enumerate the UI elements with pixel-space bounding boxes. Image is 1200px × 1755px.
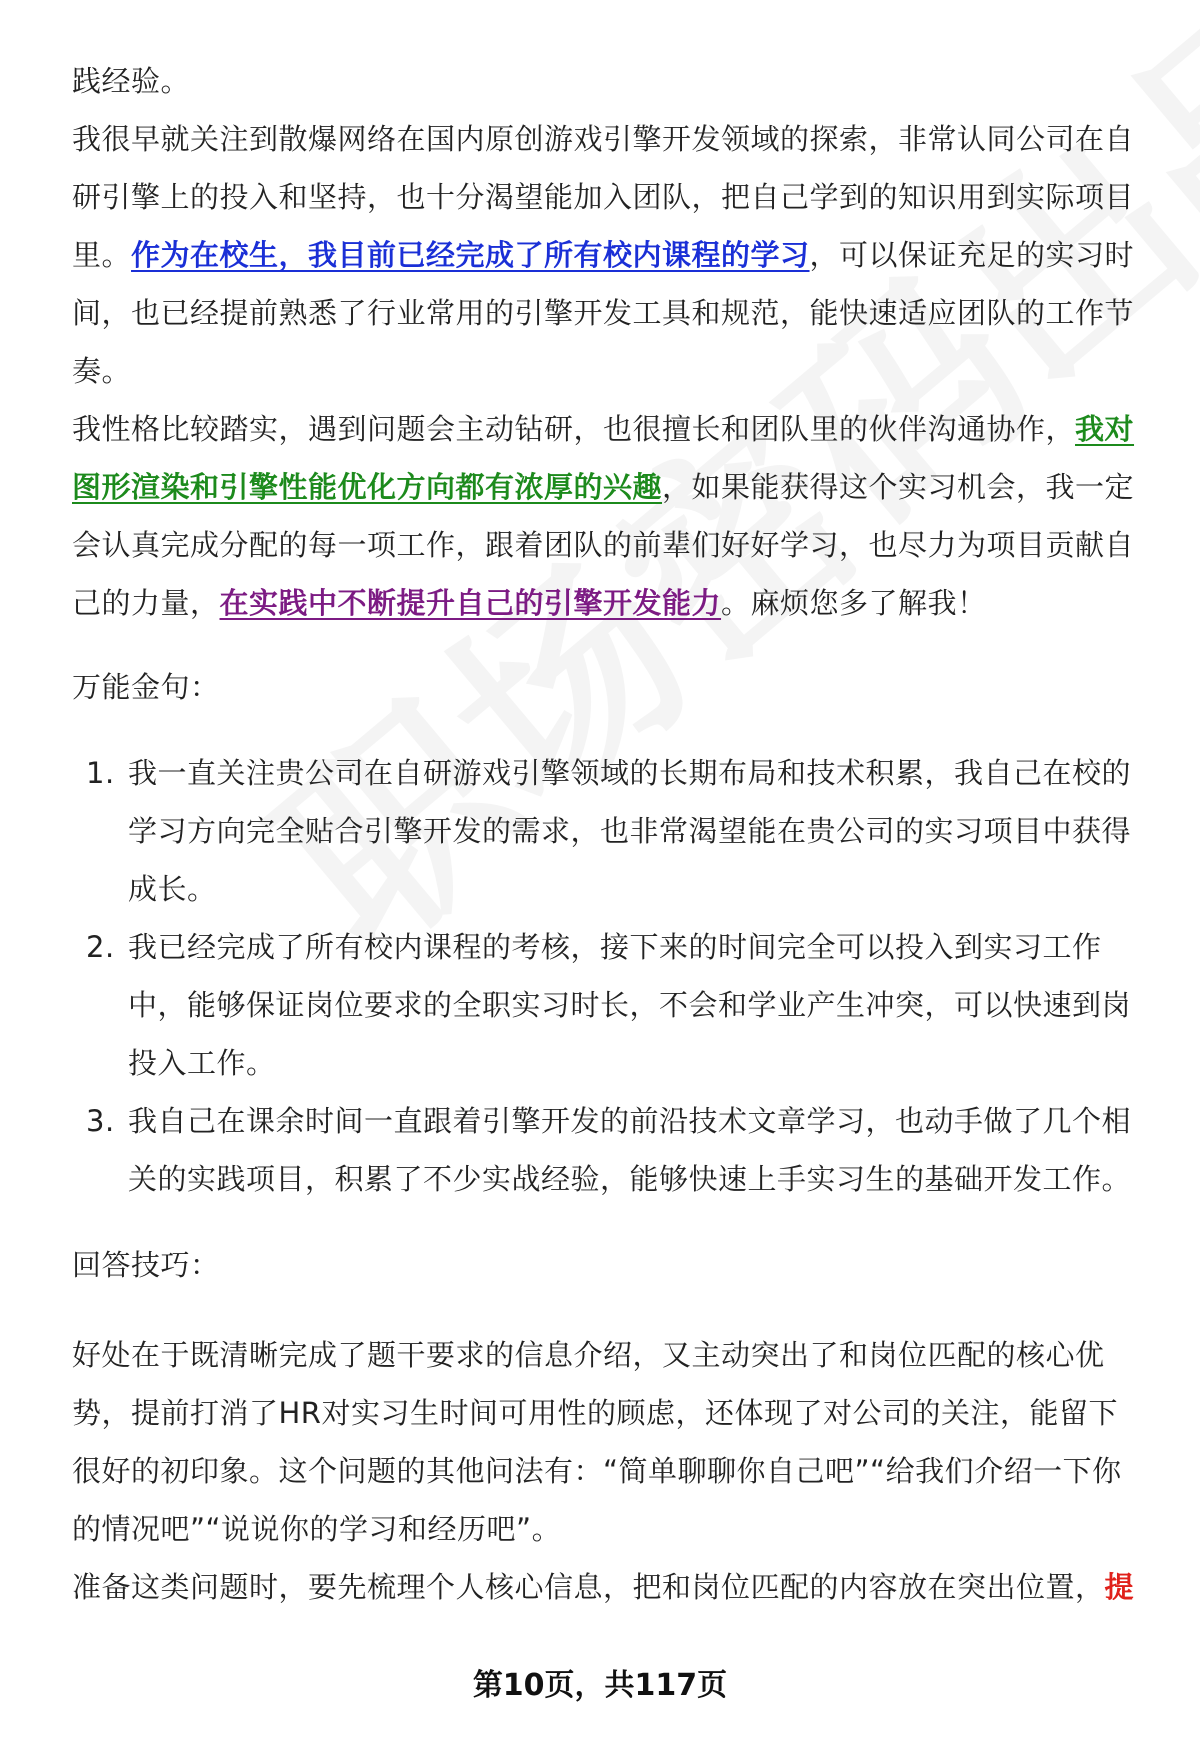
paragraph-text: ，可以保证充足的实习时间，也已经提前熟悉了行业常用的引擎开发工具和规范，能快速适应团队的工作节奏。: [72, 238, 1135, 388]
paragraph-text: 。麻烦您多了解我！: [721, 586, 987, 620]
list-number: 1.: [86, 756, 115, 790]
page-number-footer: 第10页，共117页: [472, 1668, 728, 1703]
paragraph-text: 我很早就关注到散爆网络在国内原创游戏引擎开发领域的探索，非常认同公司在自研引擎上的投入和坚持，也十分渴望能加入团队，把自己学到的知识用到实际项目里。: [72, 122, 1135, 272]
list-number: 2.: [86, 930, 115, 964]
golden-list: [72, 744, 1144, 1208]
page-content: [72, 52, 1144, 1616]
highlight-blue: 作为在校生，我目前已经完成了所有校内课程的学习: [131, 238, 810, 272]
paragraph-text: 准备这类问题时，要先梳理个人核心信息，把和岗位匹配的内容放在突出位置，: [72, 1570, 1105, 1604]
paragraph-company-interest: [72, 110, 1144, 400]
paragraph-tips: 好处在于既清晰完成了题干要求的信息介绍，又主动突出了和岗位匹配的核心优势，提前打消了HR对实习生时间可用性的顾虑，还体现了对公司的关注，能留下很好的初印象。这个问题的其他问法有：“简单聊聊你自己吧”“给我们介绍一下你的情况吧”“说说你的学习和经历吧”。: [72, 1338, 1122, 1546]
list-item-text: 我已经完成了所有校内课程的考核，接下来的时间完全可以投入到实习工作中，能够保证岗位要求的全职实习时长，不会和学业产生冲突，可以快速到岗投入工作。: [128, 930, 1132, 1080]
list-item: [72, 918, 1144, 1092]
paragraph-preparation: [72, 1558, 1144, 1616]
paragraph-text: ，如果能获得这个实习机会，我一定会认真完成分配的每一项工作，跟着团队的前辈们好好学习，也尽力为项目贡献自己的力量，: [72, 470, 1135, 620]
section-label-tips: 回答技巧：: [72, 1248, 220, 1282]
paragraph-continuation: 践经验。: [72, 64, 191, 98]
list-item: [72, 1092, 1144, 1208]
paragraph-text: 我性格比较踏实，遇到问题会主动钻研，也很擅长和团队里的伙伴沟通协作，: [72, 412, 1076, 446]
list-item-text: 我一直关注贵公司在自研游戏引擎领域的长期布局和技术积累，我自己在校的学习方向完全贴合引擎开发的需求，也非常渴望能在贵公司的实习项目中获得成长。: [128, 756, 1132, 906]
list-item-text: 我自己在课余时间一直跟着引擎开发的前沿技术文章学习，也动手做了几个相关的实践项目，积累了不少实战经验，能够快速上手实习生的基础开发工作。: [128, 1104, 1132, 1196]
highlight-green: 我对图形渲染和引擎性能优化方向都有浓厚的兴趣: [72, 412, 1135, 504]
paragraph-personality: [72, 400, 1144, 632]
section-label-golden: 万能金句：: [72, 670, 220, 704]
highlight-red: 提: [1104, 1570, 1135, 1604]
list-item: [72, 744, 1144, 918]
list-number: 3.: [86, 1104, 115, 1138]
highlight-purple: 在实践中不断提升自己的引擎开发能力: [219, 586, 722, 620]
